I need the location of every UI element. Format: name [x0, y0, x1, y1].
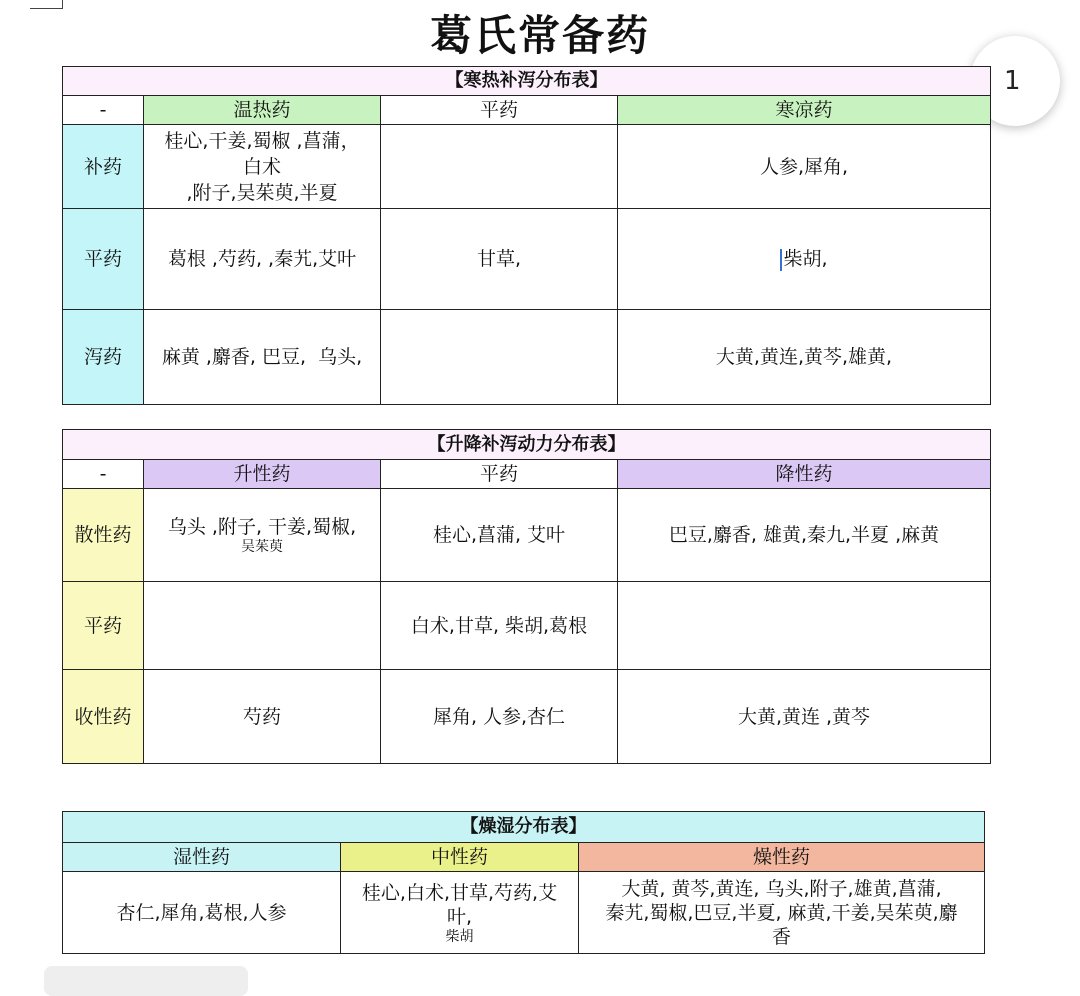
col-header: 温热药 [144, 96, 381, 125]
table-caption: 【升降补泻动力分布表】 [63, 430, 991, 460]
col-header: 平药 [381, 96, 618, 125]
corner-cell: - [63, 96, 144, 125]
table-caption: 【燥湿分布表】 [63, 812, 985, 843]
dry-wet-table [62, 811, 985, 954]
table-cell [341, 872, 579, 954]
table-cell-with-caret[interactable] [618, 209, 991, 310]
page-title: 葛氏常备药 [429, 11, 650, 60]
cell-small-text: 吴茱萸 [241, 539, 283, 555]
col-header: 升性药 [144, 460, 381, 489]
col-header: 燥性药 [579, 843, 985, 872]
cell-main-text: 乌头 ,附子, 干姜,蜀椒, [167, 516, 357, 538]
table-cell: 犀角, 人参,杏仁 [381, 670, 618, 764]
table-cell: 杏仁,犀角,葛根,人参 [63, 872, 341, 954]
hot-cold-table [62, 66, 991, 405]
table-cell: 大黄,黄连 ,黄芩 [618, 670, 991, 764]
cell-main-text: 桂心,白术,甘草,芍药,艾 叶, [361, 881, 558, 928]
table-cell: 巴豆,麝香, 雄黄,秦九,半夏 ,麻黄 [618, 489, 991, 582]
page-indicator-icon: 1 [1004, 66, 1021, 96]
col-header: 平药 [381, 460, 618, 489]
table-cell: 葛根 ,芍药, ,秦艽,艾叶 [144, 209, 381, 310]
table-cell: 人参,犀角, [618, 125, 991, 209]
row-header: 收性药 [63, 670, 144, 764]
row-header: 平药 [63, 209, 144, 310]
table-cell [618, 582, 991, 670]
table-cell: 麻黄 ,麝香, 巴豆, 乌头, [144, 310, 381, 405]
cell-text: 柴胡, [783, 248, 828, 270]
table-cell: 大黄, 黄芩,黄连, 乌头,附子,雄黄,菖蒲, 秦艽,蜀椒,巴豆,半夏, 麻黄,干姜,吴茱萸,麝 香 [579, 872, 985, 954]
row-header: 散性药 [63, 489, 144, 582]
table-cell [144, 582, 381, 670]
col-header: 湿性药 [63, 843, 341, 872]
table-cell [381, 310, 618, 405]
corner-cell: - [63, 460, 144, 489]
table-cell [144, 489, 381, 582]
col-header: 中性药 [341, 843, 579, 872]
bottom-toolbar-chip[interactable] [44, 966, 248, 996]
lift-descend-table [62, 429, 991, 764]
col-header: 寒凉药 [618, 96, 991, 125]
table-cell [381, 125, 618, 209]
col-header: 降性药 [618, 460, 991, 489]
table-cell: 白术,甘草, 柴胡,葛根 [381, 582, 618, 670]
table-cell: 桂心,干姜,蜀椒 ,菖蒲， 白术 ,附子,吴茱萸,半夏 [144, 125, 381, 209]
table-cell: 芍药 [144, 670, 381, 764]
table-cell: 大黄,黄连,黄芩,雄黄, [618, 310, 991, 405]
table-caption: 【寒热补泻分布表】 [63, 67, 991, 96]
cell-small-text: 柴胡 [445, 928, 474, 945]
table-cell: 桂心,菖蒲, 艾叶 [381, 489, 618, 582]
row-header: 平药 [63, 582, 144, 670]
row-header: 补药 [63, 125, 144, 209]
row-header: 泻药 [63, 310, 144, 405]
table-cell: 甘草, [381, 209, 618, 310]
